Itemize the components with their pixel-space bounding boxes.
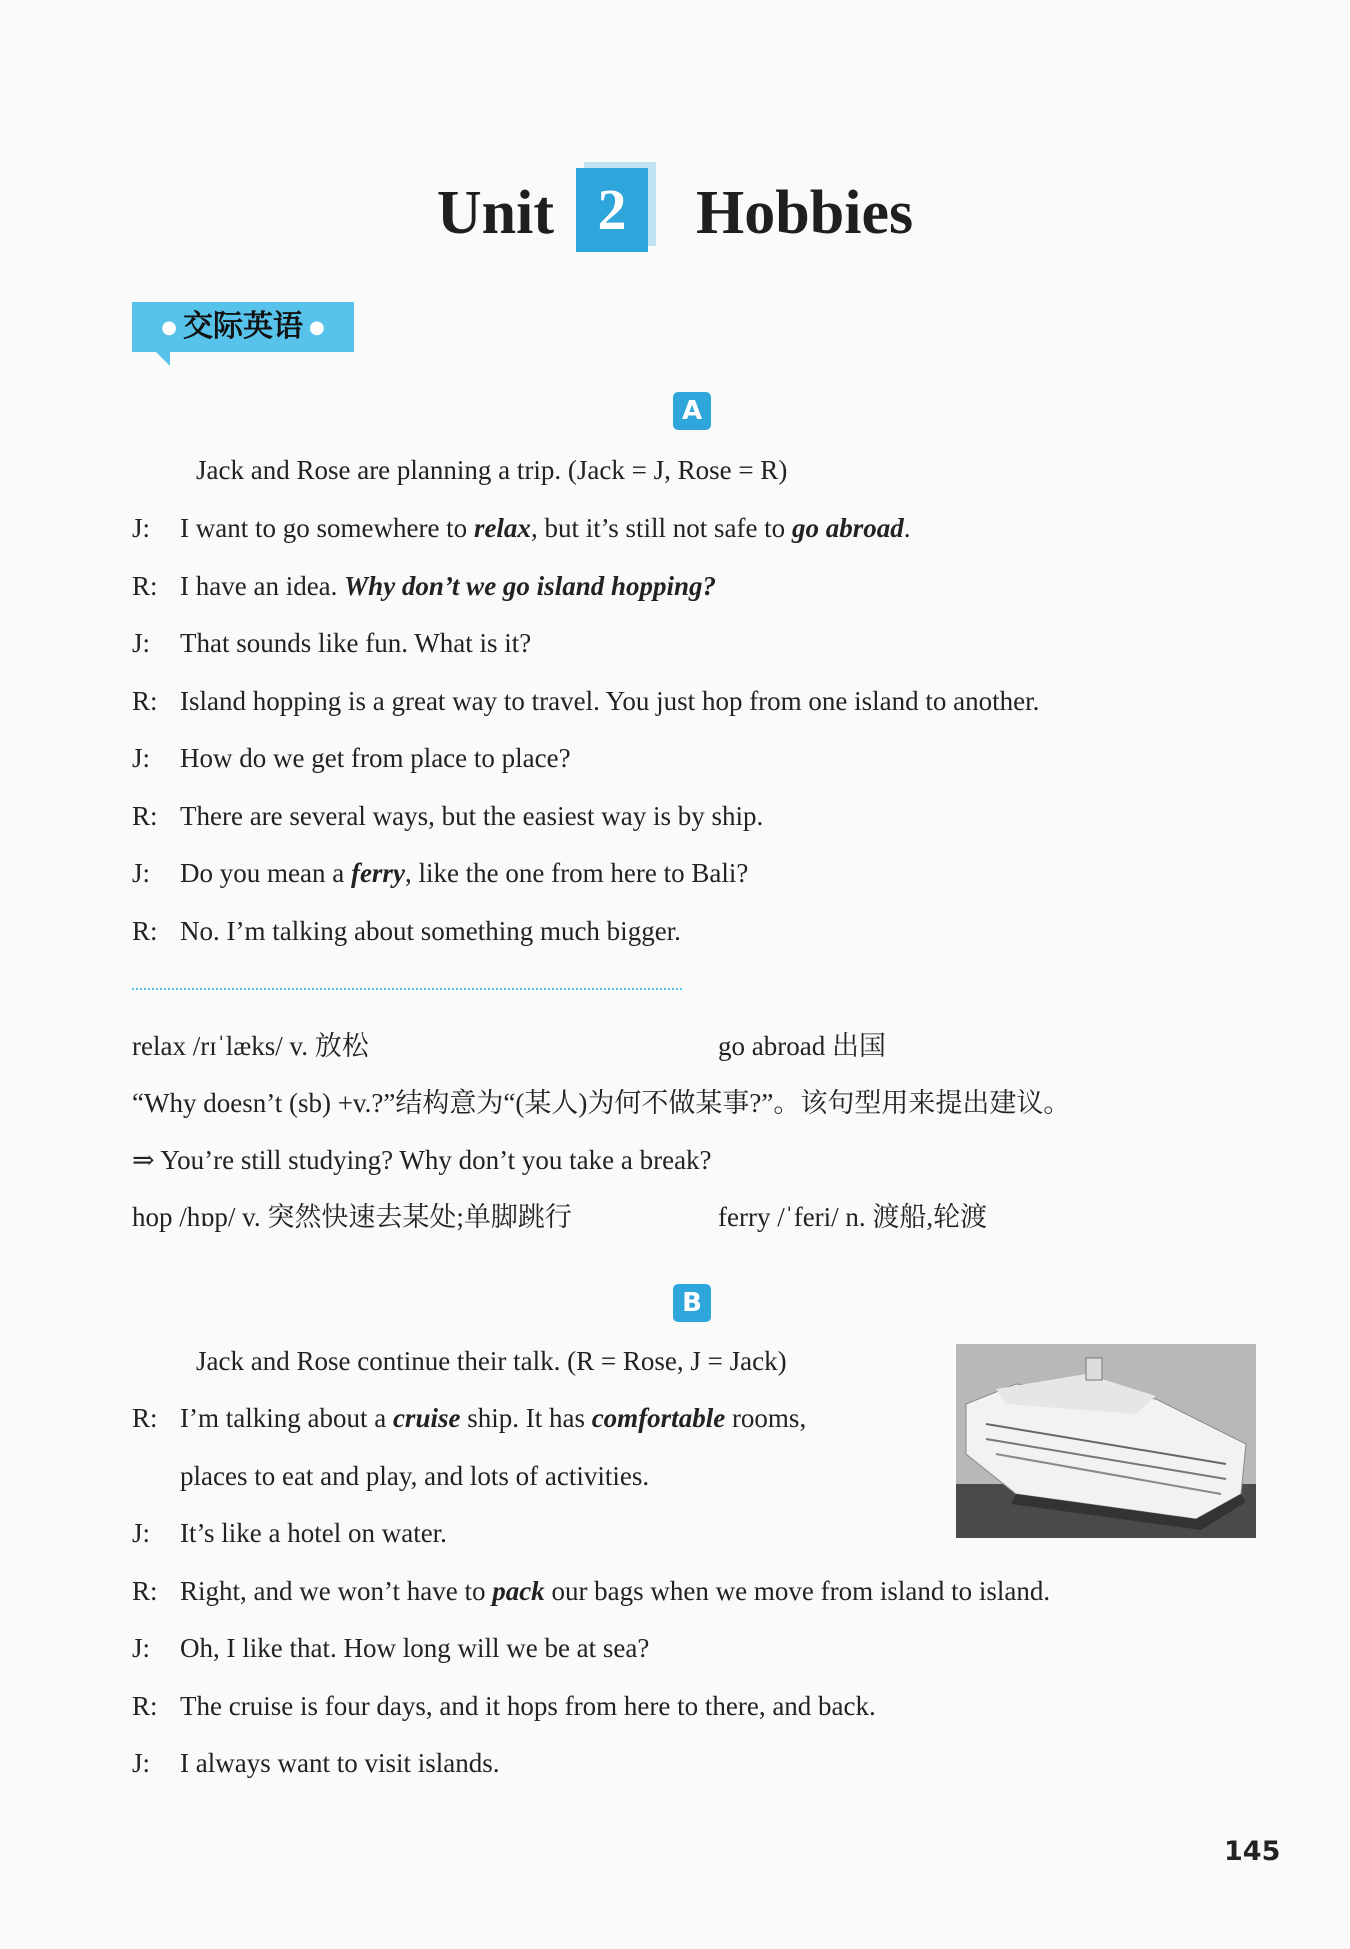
badge-b: B xyxy=(673,1284,711,1322)
note-relax: relax /rɪˈlæks/ v. 放松 xyxy=(132,1031,369,1061)
dialogue-text: Island hopping is a great way to travel. You just hop from one island to another. xyxy=(180,685,1040,716)
dialogue-text: Right, and we won’t have to xyxy=(180,1575,493,1606)
dialogue-text: Oh, I like that. How long will we be at sea? xyxy=(180,1633,650,1663)
note-why-doesnt: “Why doesn’t (sb) +v.?”结构意为“(某人)为何不做某事?”。该句型用来提出建议。 xyxy=(132,1088,1071,1118)
keyword: relax xyxy=(473,513,531,543)
unit-name: Hobbies xyxy=(696,179,914,247)
dialogue-line xyxy=(132,566,716,606)
dialogue-text: ship. It has xyxy=(460,1403,592,1433)
cruise-ship-image xyxy=(956,1344,1256,1538)
dialogue-text: places to eat and play, and lots of activities. xyxy=(180,1460,650,1491)
dialogue-line xyxy=(132,911,681,951)
speaker-label: J: xyxy=(132,1633,151,1663)
speaker-label: R: xyxy=(132,570,158,601)
dialogue-line xyxy=(132,508,910,548)
dialogue-text: That sounds like fun. What is it? xyxy=(180,628,532,658)
dialogue-text: our bags when we move from island to island. xyxy=(544,1575,1051,1606)
speaker-label: J: xyxy=(132,513,151,543)
dialogue-line xyxy=(132,738,571,778)
dialogue-text: I want to go somewhere to xyxy=(180,513,474,543)
unit-number-box: 2 xyxy=(576,168,648,252)
dot-icon: ● xyxy=(309,316,325,338)
dialogue-line xyxy=(132,1398,806,1438)
dialogue-text: It’s like a hotel on water. xyxy=(180,1518,447,1548)
note-go-abroad: go abroad 出国 xyxy=(718,1031,886,1061)
speaker-label: J: xyxy=(132,628,151,658)
dialogue-text: Do you mean a xyxy=(180,858,351,888)
dialogue-text: There are several ways, but the easiest way is by ship. xyxy=(180,800,764,831)
speaker-label: J: xyxy=(132,1748,151,1778)
dialogue-text: rooms, xyxy=(725,1403,807,1433)
keyword: comfortable xyxy=(591,1403,726,1433)
dialogue-line xyxy=(132,623,531,663)
speaker-label: J: xyxy=(132,858,151,888)
dot-icon: ● xyxy=(161,316,177,338)
keyword: pack xyxy=(492,1575,545,1606)
speaker-label: R: xyxy=(132,1575,158,1606)
speaker-label: R: xyxy=(132,685,158,716)
speaker-label: J: xyxy=(132,1518,151,1548)
dialogue-text: The cruise is four days, and it hops from here to there, and back. xyxy=(180,1690,876,1721)
section-tag xyxy=(132,302,354,352)
divider xyxy=(132,988,682,990)
speaker-label: R: xyxy=(132,1690,158,1721)
dialogue-line xyxy=(132,1513,447,1553)
keyword: ferry xyxy=(350,858,405,888)
unit-label: Unit xyxy=(436,179,555,247)
keyword: go abroad xyxy=(791,513,904,543)
dialogue-text: I’m talking about a xyxy=(180,1403,393,1433)
dialogue-text: No. I’m talking about something much bigger. xyxy=(180,915,681,946)
note-hop: hop /hɒp/ v. 突然快速去某处;单脚跳行 xyxy=(132,1202,572,1232)
unit-title xyxy=(0,168,1350,258)
keyword: Why don’t we go island hopping? xyxy=(344,570,716,601)
dialogue-line xyxy=(132,853,748,893)
dialogue-text: . xyxy=(903,513,911,543)
note-example: ⇒ You’re still studying? Why don’t you take a break? xyxy=(132,1145,712,1175)
dialogue-line xyxy=(132,1743,499,1783)
dialogue-line xyxy=(132,796,763,836)
section-tag-label: 交际英语 xyxy=(183,309,303,344)
dialogue-line xyxy=(132,681,1039,721)
dialogue-line xyxy=(180,1456,649,1496)
note-ferry: ferry /ˈferi/ n. 渡船,轮渡 xyxy=(718,1202,988,1232)
dialogue-text: , but it’s still not safe to xyxy=(530,513,792,543)
dialogue-text: I have an idea. xyxy=(180,570,345,601)
speaker-label: R: xyxy=(132,1403,158,1433)
speaker-label: R: xyxy=(132,800,158,831)
dialogue-a-intro: Jack and Rose are planning a trip. (Jack = J, Rose = R) xyxy=(196,455,788,485)
dialogue-text: How do we get from place to place? xyxy=(180,743,571,773)
badge-a: A xyxy=(673,392,711,430)
speaker-label: J: xyxy=(132,743,151,773)
keyword: cruise xyxy=(392,1403,461,1433)
dialogue-line xyxy=(132,1628,649,1668)
dialogue-text: , like the one from here to Bali? xyxy=(404,858,749,888)
dialogue-line xyxy=(132,1571,1050,1611)
dialogue-line xyxy=(132,1686,876,1726)
dialogue-b-intro: Jack and Rose continue their talk. (R = Rose, J = Jack) xyxy=(196,1346,787,1376)
speaker-label: R: xyxy=(132,915,158,946)
dialogue-text: I always want to visit islands. xyxy=(180,1748,500,1778)
page-number: 145 xyxy=(1224,1836,1281,1867)
